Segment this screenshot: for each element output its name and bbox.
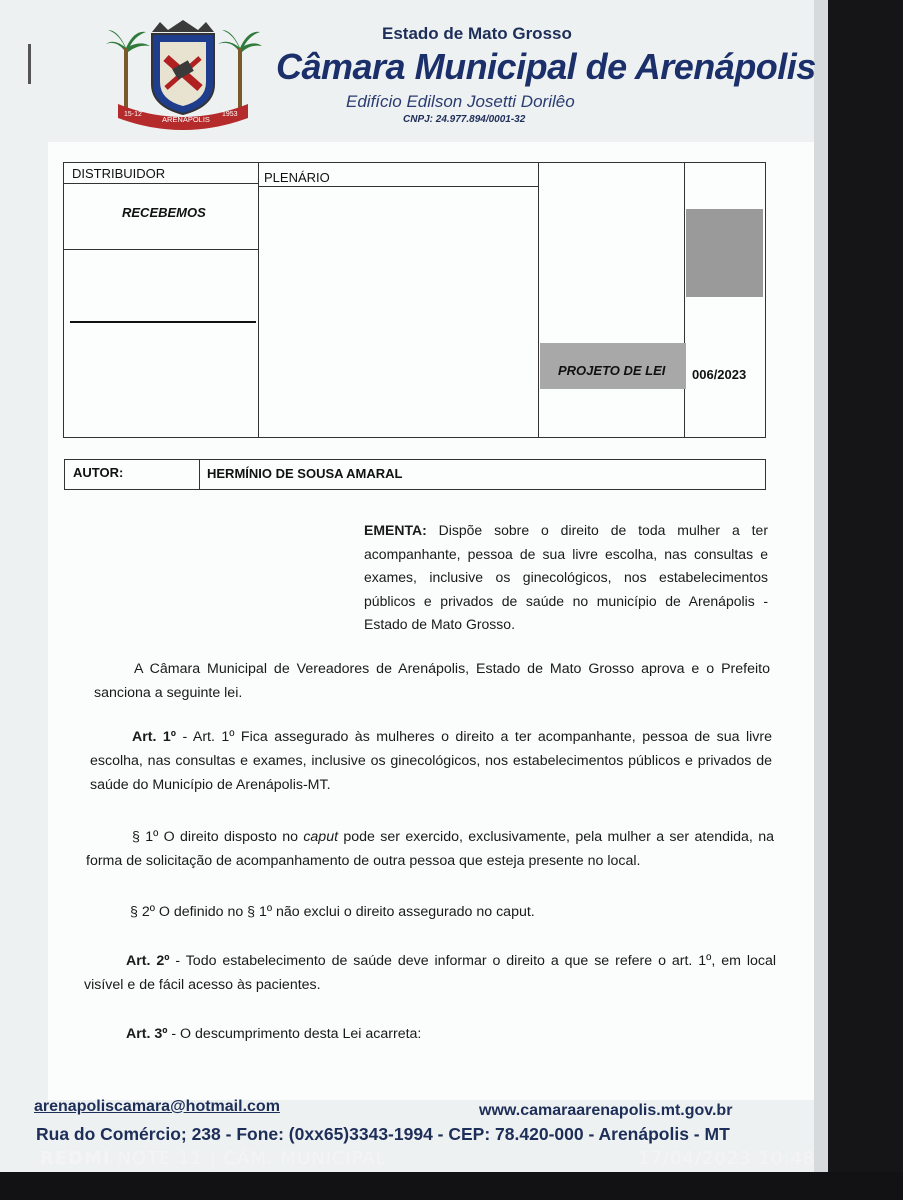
distribuidor-label: DISTRIBUIDOR — [72, 166, 166, 181]
grid-divider — [64, 249, 258, 250]
author-box — [64, 459, 766, 490]
background-strip — [0, 1172, 903, 1200]
camera-brand: REDMI — [40, 1148, 111, 1169]
protocol-grid — [63, 162, 766, 438]
author-divider — [199, 460, 200, 489]
municipal-coat-of-arms-logo — [104, 18, 262, 130]
camera-model: NOTE 11 | CÂM. MUNICIPAL — [110, 1148, 387, 1169]
footer-address: Rua do Comércio; 238 - Fone: (0xx65)3343-1994 - CEP: 78.420-000 - Arenápolis - MT — [36, 1124, 730, 1144]
preamble-paragraph: A Câmara Municipal de Vereadores de Arenápolis, Estado de Mato Grosso aprova e o Prefeito sanciona a seguinte lei. — [94, 661, 770, 701]
paragraph-1-post: pode ser exercido, exclusivamente, pela mulher a ser atendida, na forma de solicitação de acompanhamento de outra pessoa que esteja presente no local. — [86, 829, 774, 869]
article-2 — [84, 949, 776, 997]
logo-ribbon-left: 15-12 — [124, 111, 142, 118]
grid-divider — [258, 186, 538, 187]
article-2-text: - Todo estabelecimento de saúde deve informar o direito a que se refere o art. 1º, em local visível e de fácil acesso às pacientes. — [84, 953, 776, 993]
paragraph-2: § 2º O definido no § 1º não exclui o direito assegurado no caput. — [130, 904, 535, 920]
article-1-text: - Art. 1º Fica assegurado às mulheres o direito a ter acompanhante, pessoa de sua livre escolha, nas consultas e exames, inclusive os ginecológicos, nos estabelecimentos públicos e privados de saúde do Município de Arenápolis-MT. — [90, 729, 773, 793]
article-2-label: Art. 2º — [126, 953, 170, 969]
paragraph-1-pre: § 1º O direito disposto no — [132, 829, 304, 845]
ementa-text: Dispõe sobre o direito de toda mulher a ter acompanhante, pessoa de sua livre escolha, nas consultas e exames, inclusive os ginecológicos, nos estabelecimentos públicos e privados de saúde no município de Arenápolis - Estado de Mato Grosso. — [364, 522, 768, 632]
recebemos-label: RECEBEMOS — [122, 205, 206, 220]
paragraph-1 — [86, 825, 774, 873]
header-cnpj: CNPJ: 24.977.894/0001-32 — [403, 114, 526, 125]
logo-ribbon-right: 1953 — [222, 111, 238, 118]
redacted-block — [686, 209, 763, 297]
paragraph-1-caput: caput — [303, 829, 339, 845]
camera-datetime: 17/04/2023 10:48 — [638, 1148, 816, 1169]
ementa-label: EMENTA: — [364, 522, 427, 538]
header-state: Estado de Mato Grosso — [382, 24, 572, 43]
article-3-label: Art. 3º — [126, 1026, 168, 1042]
camera-watermark — [40, 1148, 387, 1169]
ementa — [364, 519, 768, 637]
article-3 — [126, 1022, 766, 1046]
signature-line — [70, 321, 256, 323]
background-desk — [828, 0, 903, 1200]
logo-ribbon-mid: ARENÁPOLIS — [162, 115, 210, 124]
page-edge — [814, 0, 828, 1172]
article-3-text: - O descumprimento desta Lei acarreta: — [167, 1026, 422, 1042]
grid-divider — [258, 163, 259, 437]
projeto-label: PROJETO DE LEI — [558, 363, 666, 378]
plenario-label: PLENÁRIO — [264, 170, 330, 185]
grid-divider — [64, 183, 258, 184]
article-1 — [90, 725, 772, 797]
grid-divider — [684, 163, 685, 437]
footer-website: www.camaraarenapolis.mt.gov.br — [479, 1102, 733, 1119]
author-label: AUTOR: — [73, 465, 124, 480]
footer-email: arenapoliscamara@hotmail.com — [34, 1098, 280, 1115]
grid-divider — [538, 163, 539, 437]
header-title: Câmara Municipal de Arenápolis — [276, 46, 816, 87]
binder-mark — [28, 44, 31, 84]
projeto-number: 006/2023 — [692, 367, 747, 382]
header-building: Edifício Edilson Josetti Dorilêo — [346, 92, 575, 111]
article-1-label: Art. 1º — [132, 729, 176, 745]
author-name: HERMÍNIO DE SOUSA AMARAL — [207, 466, 403, 481]
